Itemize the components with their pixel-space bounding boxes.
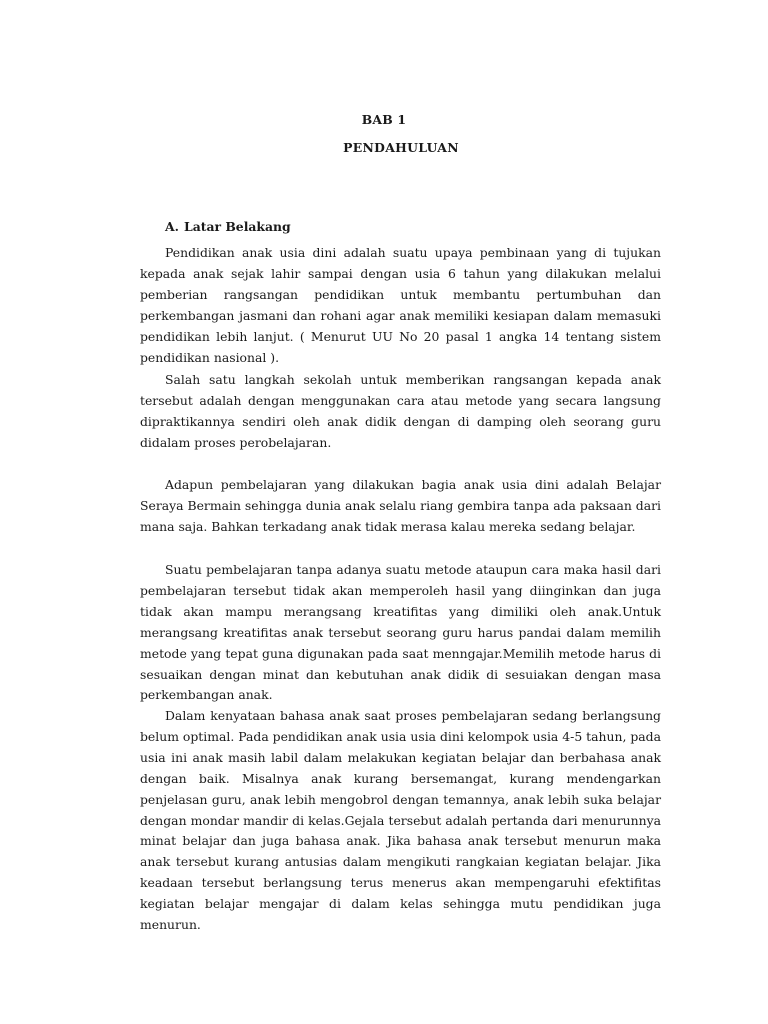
paragraph-4: Suatu pembelajaran tanpa adanya suatu metode ataupun cara maka hasil dari pembelajaran tersebut tidak akan memperoleh hasil yang diinginkan dan juga tidak akan mampu merangsang kreatifitas yang dimiliki oleh anak.Untuk merangsang kreatifitas anak tersebut seorang guru harus pandai dalam memilih metode yang tepat guna digunakan pada saat menngajar.Memilih metode harus di sesuaikan dengan minat dan kebutuhan anak didik di sesuiakan dengan masa perkembangan anak. (140, 562, 661, 703)
chapter-title: PENDAHULUAN (343, 140, 459, 155)
paragraph-5: Dalam kenyataan bahasa anak saat proses pembelajaran sedang berlangsung belum optimal. Pada pendidikan anak usia usia dini kelompok usia 4-5 tahun, pada usia ini anak masih labil dalam melakukan kegiatan belajar dan berbahasa anak dengan baik. Misalnya anak kurang bersemangat, kurang mendengarkan penjelasan guru, anak lebih mengobrol dengan temannya, anak lebih suka belajar dengan mondar mandir di kelas.Gejala tersebut adalah pertanda dari menurunnya minat belajar dan juga bahasa anak. Jika bahasa anak tersebut menurun maka anak tersebut kurang antusias dalam mengikuti rangkaian kegiatan belajar. Jika keadaan tersebut berlangsung terus menerus akan mempengaruhi efektifitas kegiatan belajar mengajar di dalam kelas sehingga mutu pendidikan juga menurun. (140, 708, 661, 933)
section-marker: A. (165, 219, 179, 234)
paragraph-3: Adapun pembelajaran yang dilakukan bagia anak usia dini adalah Belajar Seraya Bermain sehingga dunia anak selalu riang gembira tanpa ada paksaan dari mana saja. Bahkan terkadang anak tidak merasa kalau mereka sedang belajar. (140, 477, 661, 534)
paragraph-2: Salah satu langkah sekolah untuk memberikan rangsangan kepada anak tersebut adalah dengan menggunakan cara atau metode yang secara langsung dipraktikannya sendiri oleh anak didik dengan di damping oleh seorang guru didalam proses perobelajaran. (140, 372, 661, 450)
paragraph-1: Pendidikan anak usia dini adalah suatu upaya pembinaan yang di tujukan kepada anak sejak lahir sampai dengan usia 6 tahun yang dilakukan melalui pemberian rangsangan pendidikan untuk membantu pertumbuhan dan perkembangan jasmani dan rohani agar anak memiliki kesiapan dalam memasuki pendidikan lebih lanjut. ( Menurut UU No 20 pasal 1 angka 14 tentang sistem pendidikan nasional ). (140, 245, 661, 365)
section-title: Latar Belakang (184, 219, 291, 234)
section-heading (165, 216, 291, 238)
chapter-number: BAB 1 (361, 112, 407, 127)
